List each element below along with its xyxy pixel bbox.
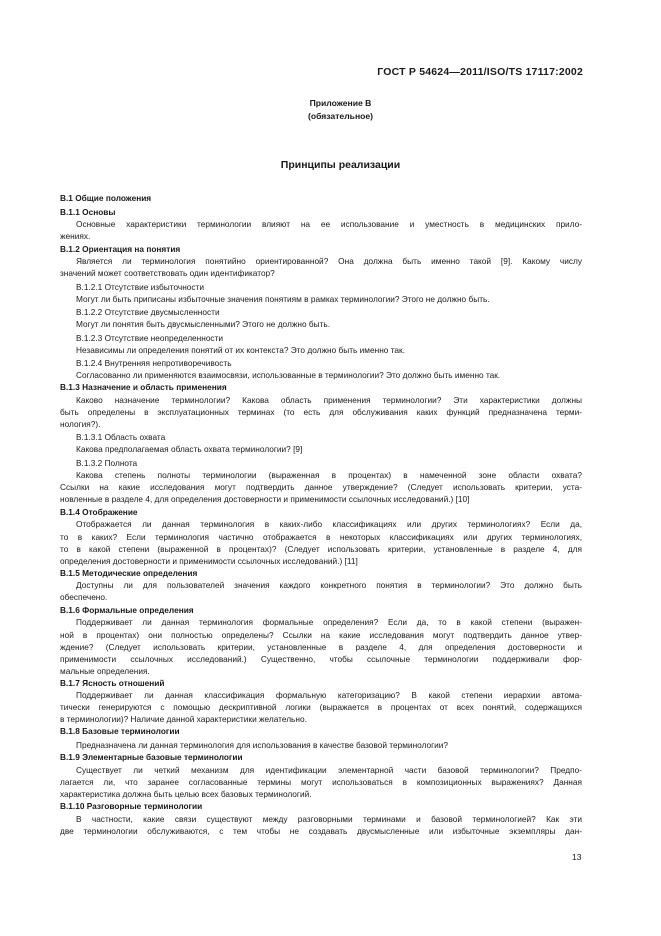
text-line: лагается ли, что заранее согласованные термины могут использоваться в композиционных выражениях? Данная <box>60 777 582 788</box>
text-line: ной в процентах) они полностью определены? Ссылки на какие исследования могут подтвердить данное утвер- <box>60 629 582 640</box>
appendix-note: (обязательное) <box>307 111 374 121</box>
text-line: тически генерируются с помощью дескриптивной логики (выражается в процентах от всех понятий, содержащихся <box>60 702 582 713</box>
text-line: в терминологии)? Наличие данной характеристики желательно. <box>60 714 307 725</box>
section-heading: В.1.8 Базовые терминологии <box>60 726 180 737</box>
section-heading: В.1.5 Методические определения <box>60 567 198 578</box>
text-line: В.1.3.2 Полнота <box>76 457 138 468</box>
section-heading: В.1.6 Формальные определения <box>60 605 194 616</box>
section-heading: В.1.7 Ясность отношений <box>60 677 165 688</box>
section-heading: В.1.1 Основы <box>60 206 116 217</box>
text-line: определения достоверности и применимости ссылочных исследований.) [11] <box>60 555 358 566</box>
text-line: Согласованно ли применяются взаимосвязи, использованные в терминологии? Это должно быть именно так. <box>76 370 501 381</box>
text-line: ждение? (Следует использовать критерии, установленные в разделе 4, для определения достоверности и <box>60 641 582 652</box>
section-heading: В.1.4 Отображение <box>60 507 138 518</box>
text-line: Предназначена ли данная терминология для использования в качестве базовой терминологии? <box>76 739 449 750</box>
text-line: характеристика должна быть целью всех базовых терминологий. <box>60 789 312 800</box>
section-heading: В.1.10 Разговорные терминологии <box>60 801 203 812</box>
text-line: Является ли терминология понятийно ориентированной? Она должна быть именно такой [9]. Какому числу <box>76 256 582 267</box>
text-line: В.1.2.2 Отсутствие двусмысленности <box>76 307 220 318</box>
text-line: В.1.2.4 Внутренняя непротиворечивость <box>76 358 232 369</box>
text-line: В частности, какие связи существуют между разговорными терминами и базовой терминологией? Как эти <box>76 813 582 824</box>
section-heading: В.1.9 Элементарные базовые терминологии <box>60 751 243 762</box>
text-line: жениях. <box>60 230 91 241</box>
text-line: нология?). <box>60 418 101 429</box>
text-line: новленные в разделе 4, для определения достоверности и применимости ссылочных исследований.) [10] <box>60 493 470 504</box>
text-line: Каково назначение терминологии? Какова область применения терминологии? Эти характеристики должны <box>76 394 582 405</box>
section-heading: В.1.2 Ориентация на понятия <box>60 244 181 255</box>
text-line: Какова степень полноты терминологии (выраженная в процентах) в намеченной зоне области охвата? <box>76 469 582 480</box>
text-line: Независимы ли определения понятий от их контекста? Это должно быть именно так. <box>76 344 405 355</box>
text-line: Поддерживает ли данная терминология формальные определения? Если да, то в какой степени (выражен- <box>76 617 582 628</box>
text-line: Могут ли быть приписаны избыточные значения понятиям в рамках терминологии? Этого не должно быть. <box>76 293 490 304</box>
appendix-heading <box>0 97 661 123</box>
text-line: Могут ли понятия быть двусмысленными? Этого не должно быть. <box>76 319 331 330</box>
text-line: Какова предполагаемая область охвата терминологии? [9] <box>76 444 303 455</box>
text-line: две терминологии обслуживаются, с тем чтобы не создавать двусмысленные или избыточные экземпляры дан- <box>60 825 582 836</box>
text-line: значений может соответствовать один идентификатор? <box>60 268 275 279</box>
page-title: Принципы реализации <box>280 159 401 171</box>
text-line: В.1.2.3 Отсутствие неопределенности <box>76 332 224 343</box>
section-heading: В.1.3 Назначение и область применения <box>60 382 227 393</box>
text-line: В.1.2.1 Отсутствие избыточности <box>76 281 204 292</box>
document-body <box>60 191 582 837</box>
text-line: Поддерживает ли данная классификация формальную категоризацию? В какой степени иерархии автома- <box>76 690 582 701</box>
text-line: Основные характеристики терминологии влияют на ее использование и уместность в медицинских прило- <box>76 218 582 229</box>
text-line: обеспечено. <box>60 591 108 602</box>
text-line: Ссылки на какие исследования могут подтвердить данное утверждение? (Следует использовать критерии, уста- <box>60 481 582 492</box>
text-line: то в какой степени (выраженной в процентах)? (Следует использовать критерии, установленные в разделе 4, для <box>60 543 582 554</box>
document-header: ГОСТ Р 54624—2011/ISO/TS 17117:2002 <box>377 66 583 78</box>
text-line: мальные определения. <box>60 665 150 676</box>
section-heading: В.1 Общие положения <box>60 193 152 204</box>
text-line: В.1.3.1 Область охвата <box>76 432 166 443</box>
appendix-label: Приложение В <box>309 98 372 108</box>
text-line: то в каких? Если терминология частично отображается в некоторых классификациях или других терминологиях, <box>60 531 582 542</box>
text-line: Существует ли четкий механизм для идентификации элементарной части базовой терминологии? Предпо- <box>76 765 582 776</box>
text-line: Доступны ли для пользователей значения каждого конкретного понятия в терминологии? Это должно быть <box>76 579 582 590</box>
text-line: Отображается ли данная терминология в каких-либо классификациях или других терминологиях? Если да, <box>76 519 582 530</box>
text-line: быть определены в эксплуатационных терминах (то есть для обслуживания каких функций предназначена терми- <box>60 406 582 417</box>
page-number: 13 <box>572 852 582 862</box>
text-line: применимости ссылочных исследований.) Существенно, чтобы ссылочные терминологии поддерживали фор- <box>60 653 582 664</box>
